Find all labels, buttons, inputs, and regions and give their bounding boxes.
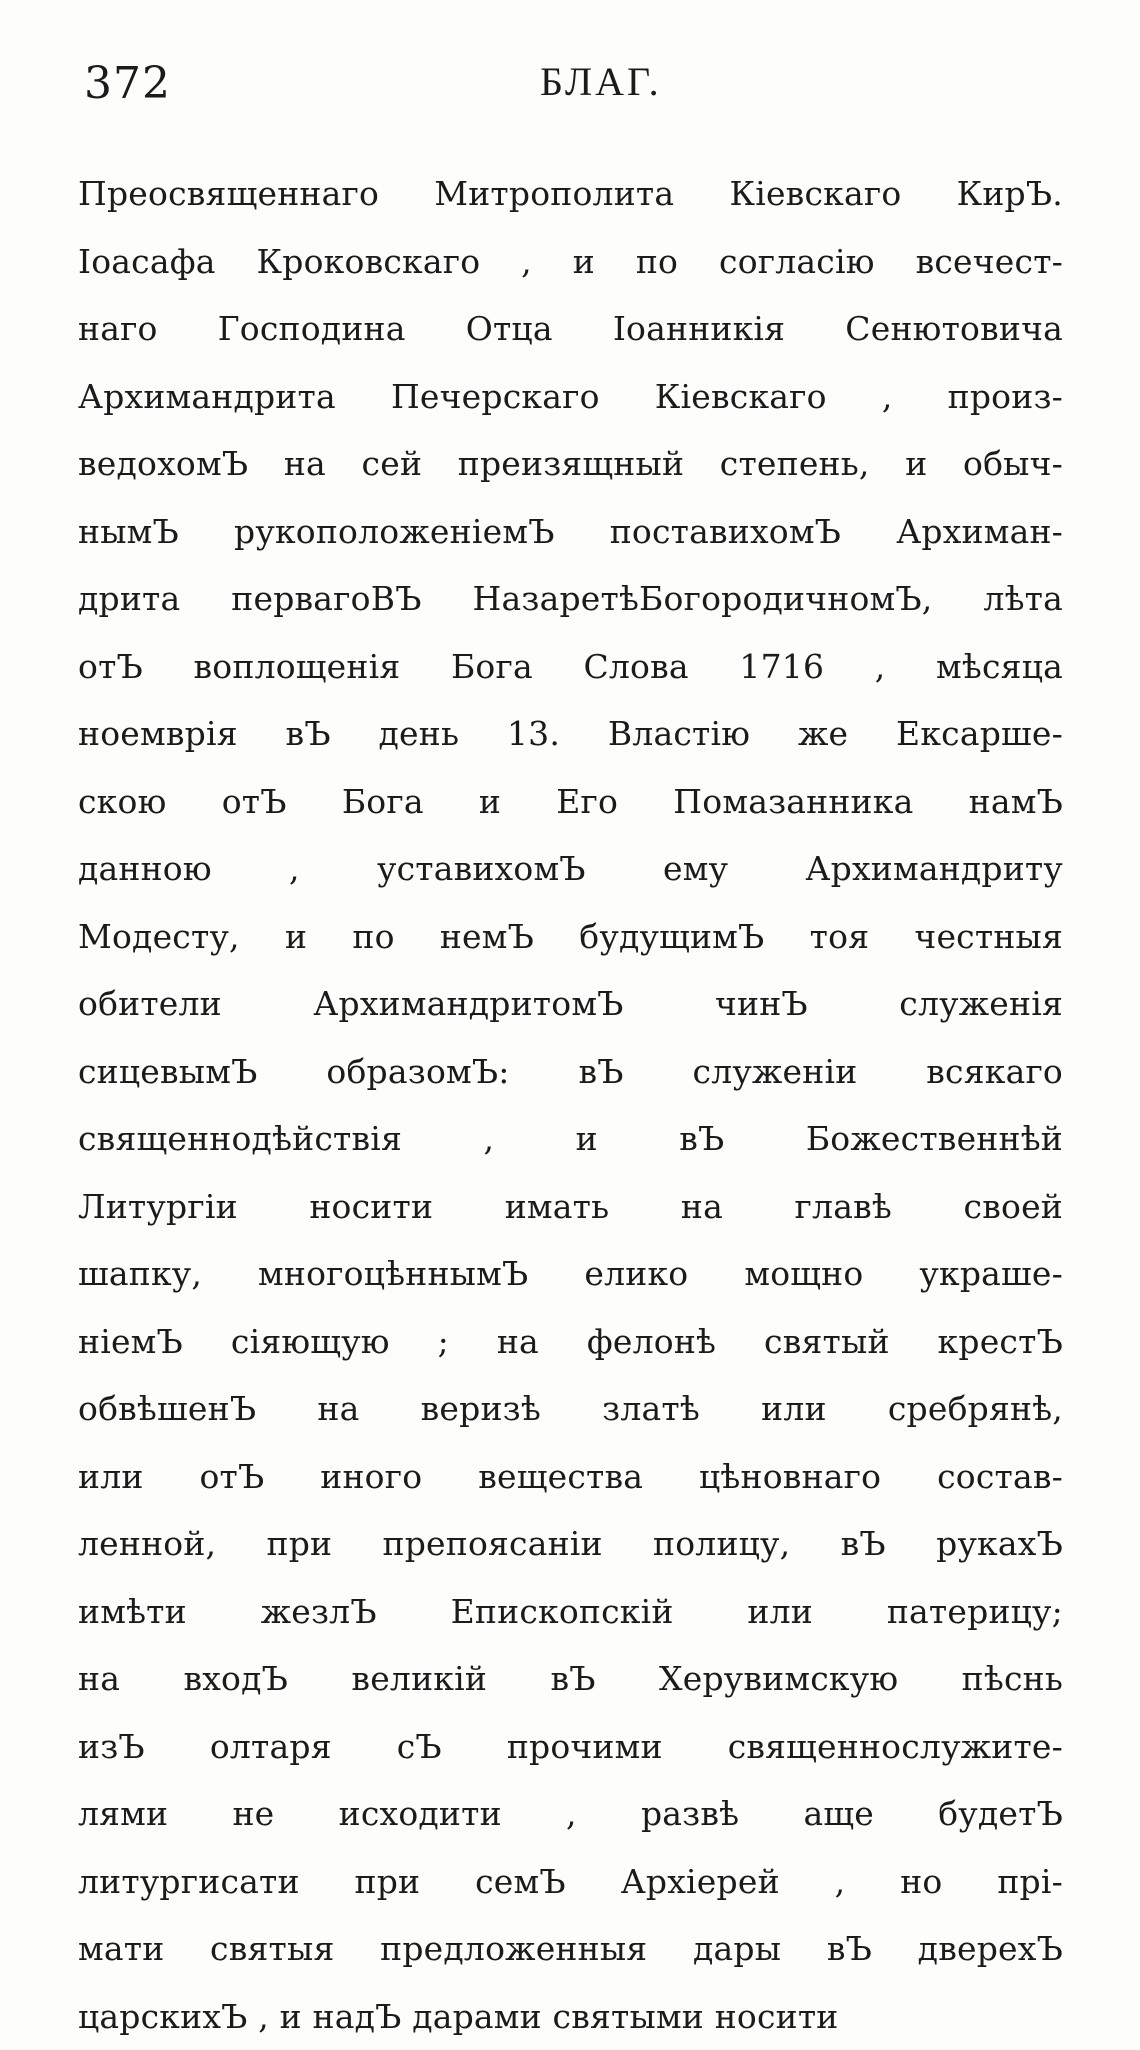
text-line: скою отЪ Бога и Его Помазанника намЪ (78, 768, 1063, 836)
text-line: священнодѣйствія , и вЪ Божественнѣй (78, 1105, 1063, 1173)
text-line: обвѣшенЪ на веризѣ златѣ или сребрянѣ, (78, 1375, 1063, 1443)
text-line: ноемврія вЪ день 13. Властію же Ексарше- (78, 700, 1063, 768)
page-number: 372 (84, 58, 171, 109)
text-line: ленной, при препоясаніи полицу, вЪ рукахЪ (78, 1510, 1063, 1578)
text-line: царскихЪ , и надЪ дарами святыми носити (78, 1983, 1063, 2050)
text-line: литургисати при семЪ Архіерей , но прі- (78, 1848, 1063, 1916)
text-line: имѣти жезлЪ Епископскій или патерицу; (78, 1578, 1063, 1646)
text-line: наго Господина Отца Іоанникія Сенютовича (78, 295, 1063, 363)
text-line: мати святыя предложенныя дары вЪ дверехЪ (78, 1915, 1063, 1983)
text-line: на входЪ великій вЪ Херувимскую пѣснь (78, 1645, 1063, 1713)
text-line: данною , уставихомЪ ему Архимандриту (78, 835, 1063, 903)
page-header (80, 52, 1080, 122)
text-line: или отЪ иного вещества цѣновнаго состав- (78, 1443, 1063, 1511)
text-line: лями не исходити , развѣ аще будетЪ (78, 1780, 1063, 1848)
text-line: изЪ олтаря сЪ прочими священнослужите- (78, 1713, 1063, 1781)
running-head: БЛАГ. (540, 58, 662, 105)
text-line: Преосвященнаго Митрополита Кіевскаго КирЪ. (78, 160, 1063, 228)
text-line: Литургіи носити имать на главѣ своей (78, 1173, 1063, 1241)
text-line: нымЪ рукоположеніемЪ поставихомЪ Архиман- (78, 498, 1063, 566)
text-line: Архимандрита Печерскаго Кіевскаго , произ- (78, 363, 1063, 431)
text-line: Модесту, и по немЪ будущимЪ тоя честныя (78, 903, 1063, 971)
body-text (78, 160, 1063, 2050)
text-line: обители АрхимандритомЪ чинЪ служенія (78, 970, 1063, 1038)
text-line: ніемЪ сіяющую ; на фелонѣ святый крестЪ (78, 1308, 1063, 1376)
text-line: шапку, многоцѣннымЪ елико мощно украше- (78, 1240, 1063, 1308)
text-line: отЪ воплощенія Бога Слова 1716 , мѣсяца (78, 633, 1063, 701)
text-line: дрита первагоВЪ НазаретѣБогородичномЪ, лѣта (78, 565, 1063, 633)
text-line: Іоасафа Кроковскаго , и по согласію всечест- (78, 228, 1063, 296)
text-line: сицевымЪ образомЪ: вЪ служеніи всякаго (78, 1038, 1063, 1106)
text-line: ведохомЪ на сей преизящный степень, и обыч- (78, 430, 1063, 498)
